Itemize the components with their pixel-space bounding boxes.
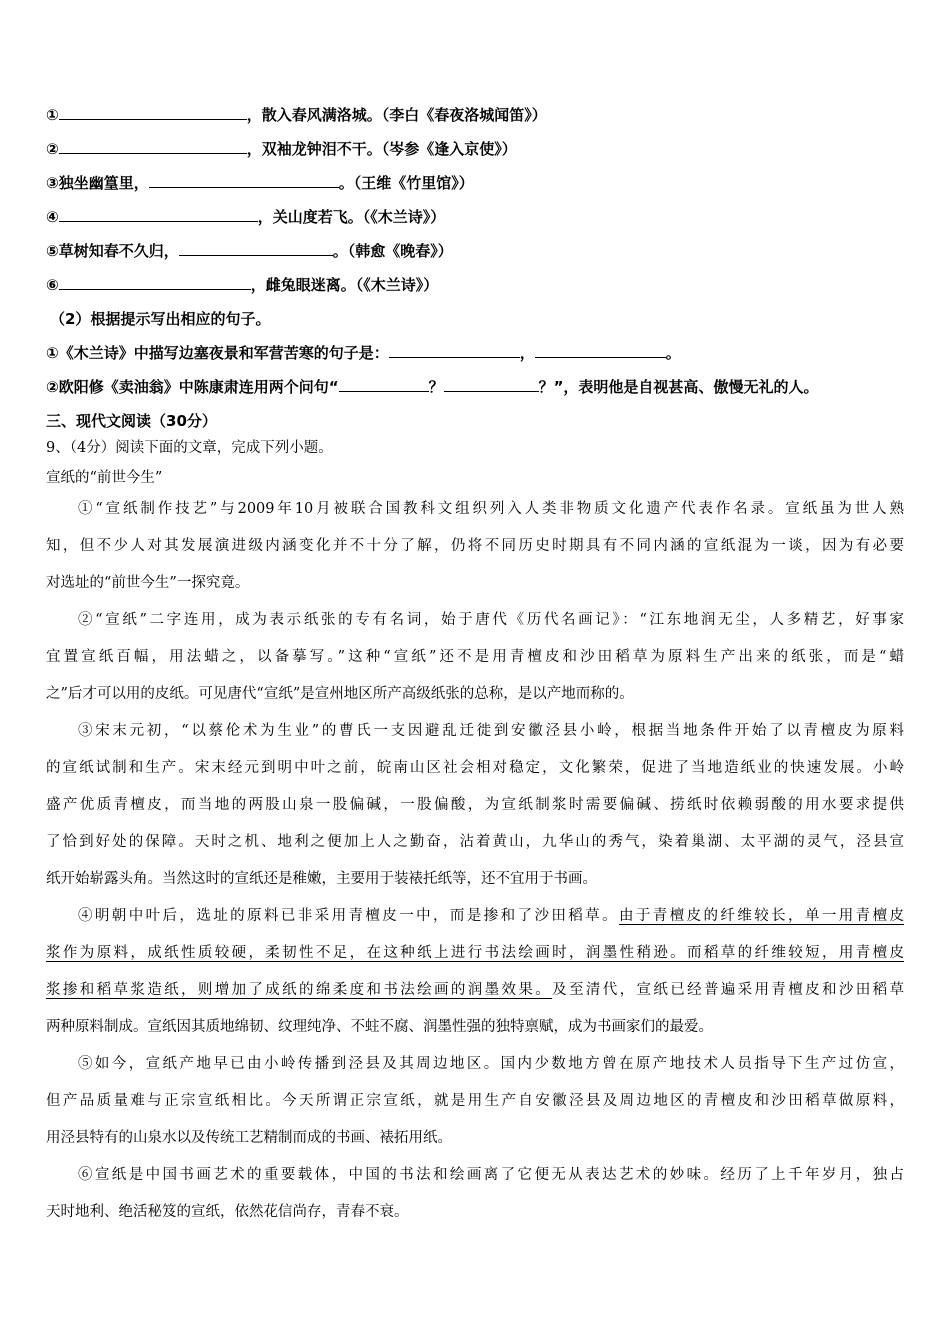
part2-end: 。: [665, 344, 681, 362]
item-number: ②: [46, 140, 59, 158]
part2-item-1: [46, 342, 681, 363]
poetry-line-prefix: ③独坐幽篁里，: [46, 174, 149, 192]
poetry-line-text: ，双袖龙钟泪不干。（岑参《逢入京使》）: [246, 140, 517, 158]
article-paragraph-3: [46, 713, 904, 898]
answer-blank[interactable]: [59, 207, 258, 222]
answer-blank[interactable]: [59, 275, 251, 290]
paragraph-text: 及至清代，宣纸已经普遍采用青檀皮和沙田稻草: [552, 982, 905, 998]
paragraph-line: ⑤如今，宣纸产地早已由小岭传播到泾县及其周边地区。国内少数地方曾在原产地技术人员指导下生产过仿宣，: [78, 1056, 904, 1072]
paragraph-line: ②“宣纸”二字连用，成为表示纸张的专有名词，始于唐代《历代名画记》：“江东地润无尘，人多精艺，好事家: [78, 612, 904, 628]
paragraph-line: ⑥宣纸是中国书画艺术的重要载体，中国的书法和绘画离了它便无从表达艺术的妙味。经历了上千年岁月，独占: [78, 1167, 904, 1183]
item-number: ④: [46, 208, 59, 226]
item-number: ⑥: [46, 276, 59, 294]
underlined-text: 浆掺和稻草浆造纸，则增加了成纸的绵柔度和书法绘画的润墨效果。: [46, 982, 553, 998]
part2-prefix: ①《木兰诗》中描写边塞夜景和军营苦寒的句子是：: [46, 344, 389, 362]
part2-prefix: ②欧阳修《卖油翁》中陈康肃连用两个问句“: [46, 378, 339, 396]
poetry-line-text: 。（王维《竹里馆》）: [338, 174, 474, 192]
poetry-item-2: [46, 138, 517, 159]
answer-blank[interactable]: [59, 139, 247, 154]
part2-separator: ？: [428, 378, 444, 396]
poetry-line-text: ，关山度若飞。（《木兰诗》）: [257, 208, 446, 226]
article-paragraph-2: [46, 602, 904, 713]
article-paragraph-4: [46, 898, 904, 1046]
article-title: 宣纸的“前世今生”: [46, 470, 163, 486]
paragraph-line: 宜置宣纸百幅，用法蜡之，以备摹写。”这种“宣纸”还不是用青檀皮和沙田稻草为原料生产出来的纸张，而是“蜡: [46, 649, 904, 665]
paragraph-line: ③宋末元初，“以蔡伦术为生业”的曹氏一支因避乱迁徙到安徽泾县小岭，根据当地条件开始了以青檀皮为原料: [78, 723, 904, 739]
paragraph-line: 的宣纸试制和生产。宋末经元到明中叶之前，皖南山区社会相对稳定，文化繁荣，促进了当地造纸业的快速发展。小岭: [46, 760, 904, 776]
paragraph-line: [46, 898, 904, 935]
poetry-line-text: 。（韩愈《晚春》）: [332, 242, 453, 260]
paragraph-line: 用泾县特有的山泉水以及传统工艺精制而成的书画、裱拓用纸。: [46, 1130, 452, 1146]
part2-separator: ，: [519, 344, 535, 362]
item-number: ①: [46, 106, 59, 124]
poetry-item-1: [46, 104, 547, 125]
underlined-text: 浆作为原料，成纸性质较硬，柔韧性不足，在这种纸上进行书法绘画时，润墨性稍逊。而稻草的纤维较短，用青檀皮: [46, 945, 904, 961]
paragraph-line: 两种原料制成。宣纸因其质地绵韧、纹理纯净、不蛀不腐、润墨性强的独特禀赋，成为书画家们的最爱。: [46, 1019, 713, 1035]
part2-title: （2）根据提示写出相应的句子。: [50, 310, 271, 328]
answer-blank[interactable]: [389, 343, 520, 358]
paragraph-line: ①“宣纸制作技艺”与2009年10月被联合国教科文组织列入人类非物质文化遗产代表作名录。宣纸虽为世人熟: [78, 501, 904, 517]
paragraph-line: 纸开始崭露头角。当然这时的宣纸还是稚嫩，主要用于装裱托纸等，还不宜用于书画。: [46, 871, 597, 887]
paragraph-line: [46, 972, 904, 1009]
part2-end: ？”，表明他是自视甚高、傲慢无礼的人。: [538, 378, 819, 396]
paragraph-line: 对选址的“前世今生”一探究竟。: [46, 575, 250, 591]
paragraph-text: ④明朝中叶后，选址的原料已非采用青檀皮一中，而是掺和了沙田稻草。: [78, 908, 619, 924]
poetry-item-6: [46, 274, 438, 295]
answer-blank[interactable]: [444, 377, 539, 392]
section-title: 三、现代文阅读（30分）: [46, 412, 217, 430]
paragraph-line: 知，但不少人对其发展演进级内涵变化并不十分了解，仍将不同历史时期具有不同内涵的宣纸混为一谈，因为有必要: [46, 538, 904, 554]
answer-blank[interactable]: [59, 105, 247, 120]
question-9-prompt: 9、（4分）阅读下面的文章，完成下列小题。: [46, 440, 333, 456]
poetry-item-5: [46, 240, 453, 261]
poetry-item-3: [46, 172, 474, 193]
answer-blank[interactable]: [535, 343, 666, 358]
part2-item-2: [46, 376, 818, 397]
answer-blank[interactable]: [149, 173, 339, 188]
poetry-line-text: ，散入春风满洛城。（李白《春夜洛城闻笛》）: [246, 106, 547, 124]
poetry-item-4: [46, 206, 445, 227]
article-paragraph-5: [46, 1046, 904, 1157]
poetry-line-text: ，雌兔眼迷离。（《木兰诗》）: [250, 276, 439, 294]
underlined-text: 由于青檀皮的纤维较长，单一用青檀皮: [619, 908, 904, 924]
article-paragraph-6: [46, 1157, 904, 1231]
answer-blank[interactable]: [339, 377, 429, 392]
article-paragraph-1: [46, 491, 904, 602]
poetry-line-prefix: ⑤草树知春不久归，: [46, 242, 179, 260]
paragraph-line: 盛产优质青檀皮，而当地的两股山泉一股偏碱，一股偏酸，为宣纸制浆时需要偏碱、捞纸时依赖弱酸的用水要求提供: [46, 797, 904, 813]
answer-blank[interactable]: [179, 241, 333, 256]
paragraph-line: 了恰到好处的保障。天时之机、地利之便加上人之勤奋，沾着黄山，九华山的秀气，染着巢湖、太平湖的灵气，泾县宣: [46, 834, 904, 850]
paragraph-line: 但产品质量难与正宗宣纸相比。今天所谓正宗宣纸，就是用生产自安徽泾县及周边地区的青檀皮和沙田稻草做原料，: [46, 1093, 904, 1109]
paragraph-line: 之”后才可以用的皮纸。可见唐代“宣纸”是宣州地区所产高级纸张的总称，是以产地而称的。: [46, 686, 634, 702]
paragraph-line: 天时地利、绝活秘笈的宣纸，依然花信尚存，青春不衰。: [46, 1204, 409, 1220]
